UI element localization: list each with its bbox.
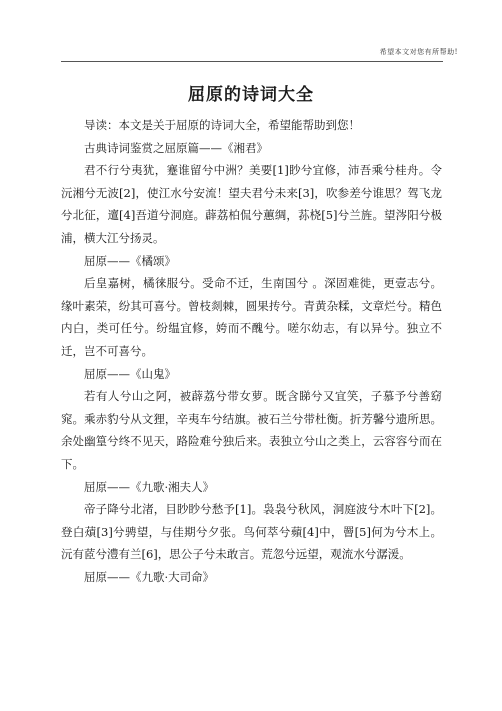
section-heading-shangui: 屈原——《山鬼》 <box>84 366 176 381</box>
page-title: 屈原的诗词大全 <box>188 85 314 105</box>
section-heading-jusong: 屈原——《橘颂》 <box>84 253 176 268</box>
poem-text-xiangjun: 君不行兮夷犹，蹇谁留兮中洲？美要[1]眇兮宜修，沛吾乘兮桂舟。令沅湘兮无波[2]，使江水兮安流！望夫君兮未来[3]，吹参差兮谁思？驾飞龙兮北征，邅[4]吾道兮洞庭。薜荔柏侃兮蕙绸，荪桡[5]兮兰旌。望涔阳兮极浦，横大江兮扬灵。 <box>61 163 442 245</box>
poem-text-jusong: 后皇嘉树，橘徕服兮。受命不迁，生南国兮 。深固难徙，更壹志兮。缘叶素荣，纷其可喜兮。曾枝剡棘，圆果抟兮。青黄杂糅，文章烂兮。精色内白，类可任兮。纷缊宜修，姱而不醜兮。嗟尔幼志，有以异兮。独立不迁，岂不可喜兮。 <box>61 276 442 358</box>
section-heading-dasiming: 屈原——《九歌·大司命》 <box>84 569 215 584</box>
intro-paragraph: 导读：本文是关于屈原的诗词大全，希望能帮助到您！ <box>84 118 360 132</box>
header-note: 希望本文对您有所帮助! <box>379 48 458 56</box>
header-divider <box>61 61 443 62</box>
document-body <box>61 114 442 588</box>
poem-text-xiangfuren: 帝子降兮北渚，目眇眇兮愁予[1]。袅袅兮秋风，洞庭波兮木叶下[2]。登白薠[3]兮骋望，与佳期兮夕张。鸟何萃兮蘋[4]中，罾[5]何为兮木上。沅有茝兮澧有兰[6]，思公子兮未敢言。荒忽兮远望，观流水兮潺湲。 <box>61 502 442 562</box>
section-heading-xiangfuren: 屈原——《九歌·湘夫人》 <box>84 479 215 494</box>
section-heading-xiangjun: 古典诗词鉴赏之屈原篇——《湘君》 <box>84 140 268 155</box>
poem-text-shangui: 若有人兮山之阿，被薜荔兮带女萝。既含睇兮又宜笑，子慕予兮善窈窕。乘赤豹兮从文狸，辛夷车兮结旗。被石兰兮带杜衡。折芳馨兮遗所思。余处幽篁兮终不见天，路险难兮独后来。表独立兮山之类上，云容容兮而在下。 <box>61 389 442 471</box>
